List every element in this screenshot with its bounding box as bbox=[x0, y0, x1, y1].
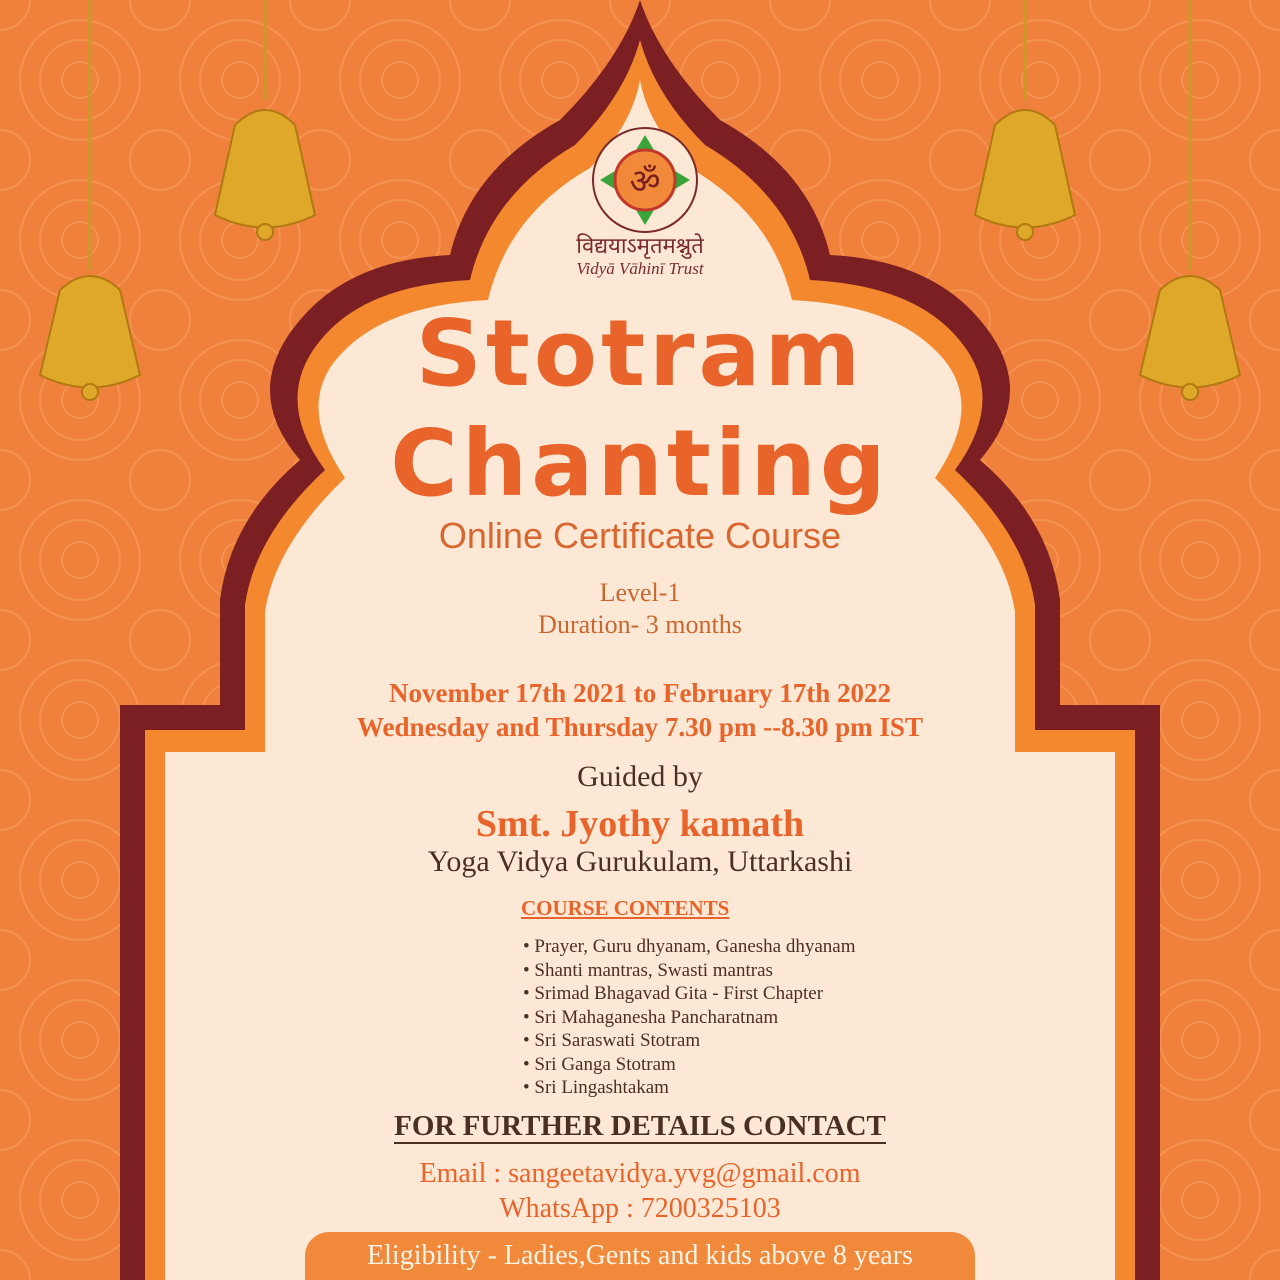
list-item: • Prayer, Guru dhyanam, Ganesha dhyanam bbox=[523, 935, 856, 959]
course-subtitle: Online Certificate Course bbox=[438, 515, 842, 556]
contact-email[interactable]: Email : sangeetavidya.yvg@gmail.com bbox=[419, 1158, 861, 1189]
list-item: • Sri Ganga Stotram bbox=[523, 1053, 856, 1077]
logo-sanskrit-motto: विद्ययाऽमृतमश्नुते bbox=[576, 234, 704, 259]
logo-trust-name: Vidyā Vāhinī Trust bbox=[576, 259, 704, 278]
guide-name: Smt. Jyothy kamath bbox=[475, 803, 805, 845]
course-dates: November 17th 2021 to February 17th 2022 bbox=[389, 678, 891, 708]
list-item: • Srimad Bhagavad Gita - First Chapter bbox=[523, 982, 856, 1006]
course-contents-list bbox=[523, 935, 856, 1100]
list-item: • Sri Lingashtakam bbox=[523, 1076, 856, 1100]
svg-text:ॐ: ॐ bbox=[629, 162, 661, 202]
guide-institute: Yoga Vidya Gurukulam, Uttarkashi bbox=[427, 845, 853, 878]
list-item: • Sri Mahaganesha Pancharatnam bbox=[523, 1006, 856, 1030]
title-line-1: Stotram bbox=[415, 300, 865, 407]
list-item: • Sri Saraswati Stotram bbox=[523, 1029, 856, 1053]
contact-whatsapp[interactable]: WhatsApp : 7200325103 bbox=[499, 1193, 781, 1224]
course-duration: Duration- 3 months bbox=[538, 610, 742, 639]
title-line-2: Chanting bbox=[390, 410, 890, 517]
list-item: • Shanti mantras, Swasti mantras bbox=[523, 959, 856, 983]
guided-by-label: Guided by bbox=[577, 760, 703, 793]
course-contents-heading: COURSE CONTENTS bbox=[521, 896, 730, 920]
course-timing: Wednesday and Thursday 7.30 pm --8.30 pm IST bbox=[357, 712, 923, 742]
course-level: Level-1 bbox=[599, 578, 681, 607]
contact-heading-text: FOR FURTHER DETAILS CONTACT bbox=[394, 1110, 886, 1142]
eligibility-text: Eligibility - Ladies,Gents and kids above 8 years bbox=[367, 1240, 913, 1271]
contact-heading bbox=[0, 1110, 1280, 1143]
